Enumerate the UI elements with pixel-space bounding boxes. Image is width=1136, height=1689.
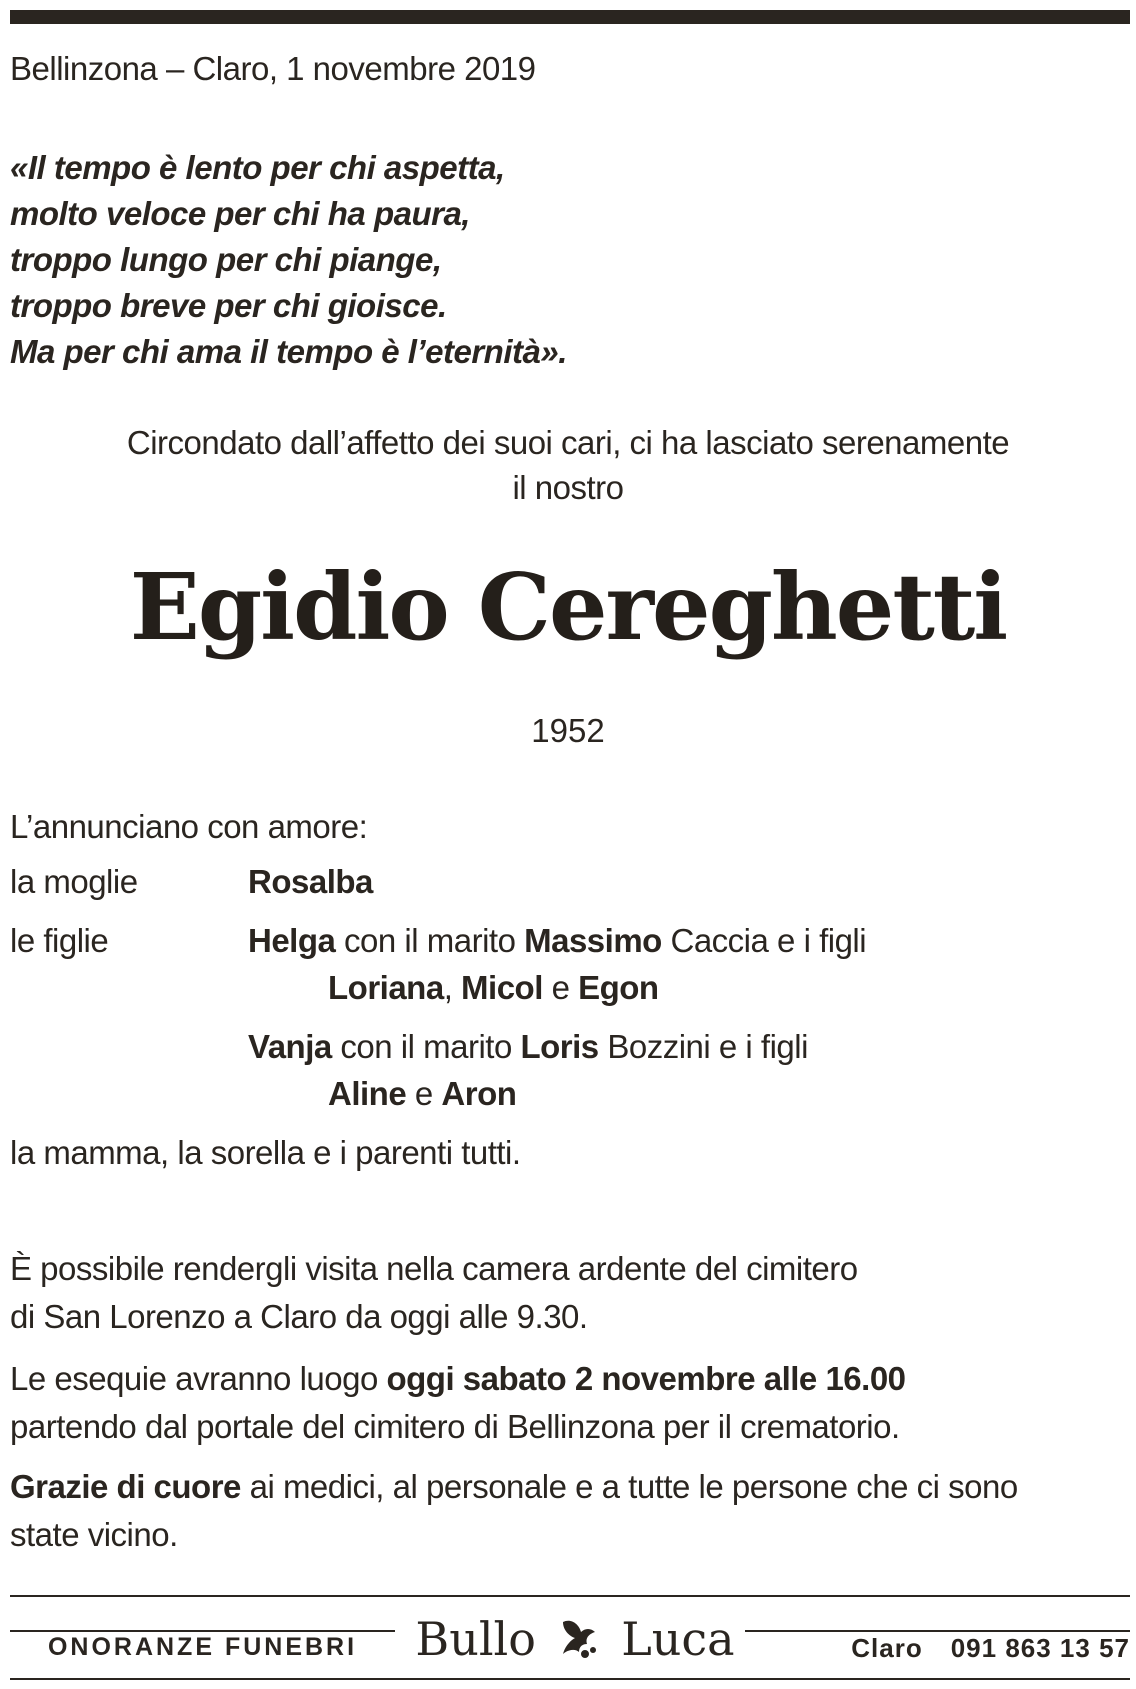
wife-label: la moglie <box>10 863 138 900</box>
husband-name: Massimo <box>524 922 662 959</box>
announce-heading: L’annunciano con amore: <box>10 808 368 845</box>
daughter-2-row <box>248 1028 808 1066</box>
birth-year: 1952 <box>531 712 605 749</box>
separator: , <box>443 969 453 1006</box>
logo-word-right: Luca <box>621 1612 735 1666</box>
daughters-label: le figlie <box>10 922 109 959</box>
husband-surname: Caccia <box>670 922 769 959</box>
intro-text <box>0 420 1136 510</box>
thanks-paragraph <box>10 1463 1018 1559</box>
wife-name: Rosalba <box>248 863 373 900</box>
funeral-intro: Le esequie avranno luogo <box>10 1360 378 1397</box>
visit-paragraph <box>10 1245 858 1341</box>
contact-city: Claro <box>851 1633 923 1663</box>
funeral-home-label: ONORANZE FUNEBRI <box>47 1633 358 1661</box>
other-relatives: la mamma, la sorella e i parenti tutti. <box>10 1134 521 1171</box>
contact-phone: 091 863 13 57 <box>950 1633 1130 1663</box>
grandchild-name: Egon <box>578 969 659 1006</box>
thanks-line-2: state vicino. <box>10 1516 178 1553</box>
intro-line-2: il nostro <box>512 469 624 506</box>
bird-icon <box>557 1614 601 1673</box>
funeral-paragraph <box>10 1355 906 1451</box>
logo-word-left: Bullo <box>415 1612 536 1666</box>
top-rule <box>10 10 1130 24</box>
funeral-home-logo <box>415 1612 735 1673</box>
daughter-name: Vanja <box>248 1028 332 1065</box>
deceased-name: Egidio Cereghetti <box>129 553 1007 661</box>
quote <box>10 145 567 375</box>
husband-name: Loris <box>520 1028 599 1065</box>
wife-row <box>248 863 373 901</box>
dateline: Bellinzona – Claro, 1 novembre 2019 <box>10 50 536 87</box>
funeral-datetime: oggi sabato 2 novembre alle 16.00 <box>386 1360 906 1397</box>
grandchild-name: Loriana <box>328 969 444 1006</box>
visit-line-2: di San Lorenzo a Claro da oggi alle 9.30. <box>10 1298 588 1335</box>
grandchild-name: Aline <box>328 1075 407 1112</box>
daughter-name: Helga <box>248 922 336 959</box>
footer-right-rule <box>745 1630 1130 1632</box>
thanks-line-1 <box>10 1463 1018 1511</box>
footer-left-rule <box>10 1630 395 1632</box>
footer-top-rule <box>10 1595 1130 1597</box>
conjunction: e <box>551 969 570 1006</box>
grandchildren-1-row <box>328 969 659 1007</box>
daughter-1-row <box>248 922 866 960</box>
quote-line: molto veloce per chi ha paura, <box>10 195 470 232</box>
thanks-bold: Grazie di cuore <box>10 1468 241 1505</box>
thanks-rest: ai medici, al personale e a tutte le persone che ci sono <box>249 1468 1018 1505</box>
quote-line: troppo breve per chi gioisce. <box>10 287 447 324</box>
funeral-line-2: partendo dal portale del cimitero di Bellinzona per il crematorio. <box>10 1408 900 1445</box>
quote-line: «Il tempo è lento per chi aspetta, <box>10 149 505 186</box>
quote-line: Ma per chi ama il tempo è l’eternità». <box>10 333 567 370</box>
husband-surname: Bozzini <box>607 1028 711 1065</box>
funeral-line-1 <box>10 1355 906 1403</box>
relation-text: con il marito <box>344 922 516 959</box>
visit-line-1: È possibile rendergli visita nella camera ardente del cimitero <box>10 1250 858 1287</box>
conjunction: e <box>414 1075 433 1112</box>
quote-line: troppo lungo per chi piange, <box>10 241 442 278</box>
relation-text: e i figli <box>777 922 867 959</box>
intro-line-1: Circondato dall’affetto dei suoi cari, ci ha lasciato serenamente <box>126 424 1010 461</box>
grandchild-name: Micol <box>461 969 543 1006</box>
relation-text: con il marito <box>340 1028 512 1065</box>
grandchild-name: Aron <box>441 1075 517 1112</box>
contact-info <box>745 1633 1130 1664</box>
grandchildren-2-row <box>328 1075 516 1113</box>
footer-bottom-rule <box>10 1678 1130 1680</box>
relation-text: e i figli <box>718 1028 808 1065</box>
